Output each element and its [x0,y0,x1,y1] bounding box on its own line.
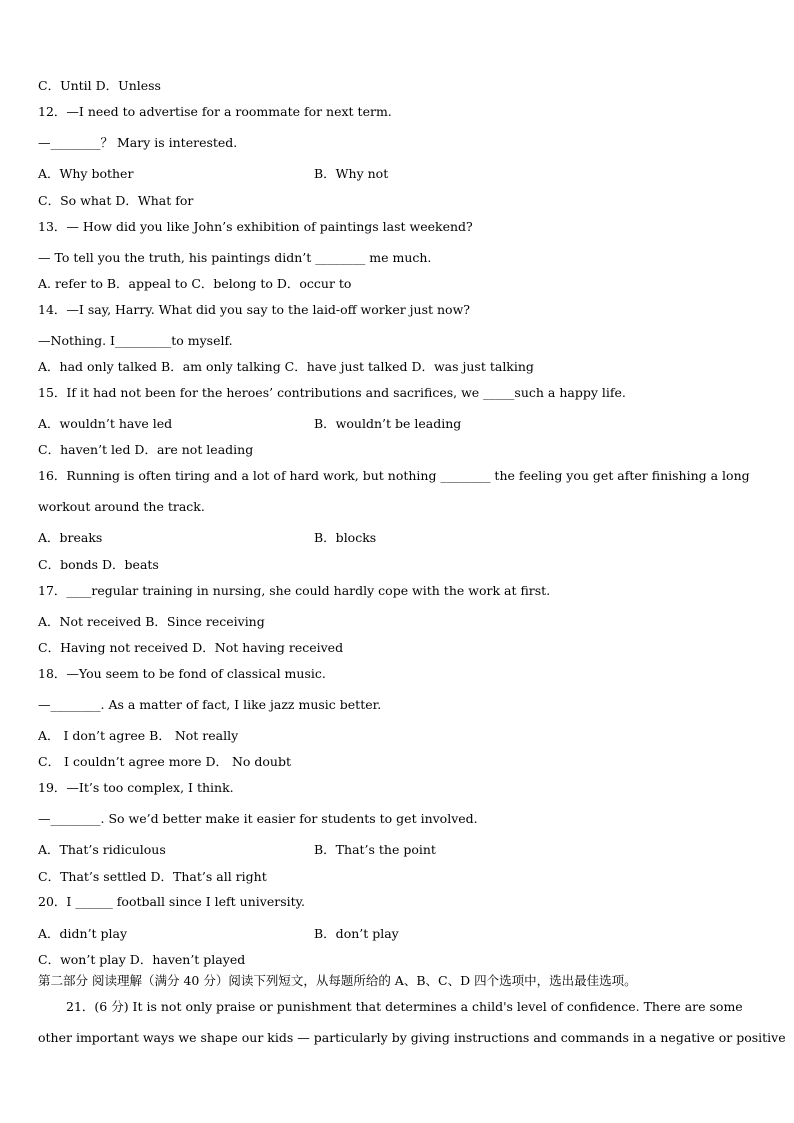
q14-options: A．had only talked B．am only talking C．have just talked D．was just talking [38,359,534,374]
q16-stem: 16．Running is often tiring and a lot of hard work, but nothing ________ the feeling you get after finishing a long [38,468,750,483]
q11-options-cd: C．Until D．Unless [38,78,161,93]
q18-reply: —________. As a matter of fact, I like jazz music better. [38,697,382,712]
q19-options-cd: C．That’s settled D．That’s all right [38,869,267,884]
q20-option-a: A．didn’t play [38,926,128,941]
q15-option-a: A．wouldn’t have led [38,416,173,431]
q20-options-cd: C．won’t play D．haven’t played [38,952,246,967]
q18-options-cd: C． I couldn’t agree more D． No doubt [38,754,292,769]
q18-options-ab: A． I don’t agree B． Not really [38,728,239,743]
q13-reply: — To tell you the truth, his paintings didn’t ________ me much. [38,250,432,265]
q19-stem: 19．—It’s too complex, I think. [38,780,234,795]
q17-stem: 17．____regular training in nursing, she could hardly cope with the work at first. [38,583,551,598]
q15-options-cd: C．haven’t led D．are not leading [38,442,254,457]
q12-option-a: A．Why bother [38,166,134,181]
q16-stem-cont: workout around the track. [38,499,205,514]
q19-option-b: B．That’s the point [314,842,436,857]
q19-reply: —________. So we’d better make it easier for students to get involved. [38,811,478,826]
q17-options-ab: A．Not received B．Since receiving [38,614,265,629]
q20-stem: 20．I ______ football since I left university. [38,894,306,909]
q12-options-cd: C．So what D．What for [38,193,194,208]
q18-stem: 18．—You seem to be fond of classical music. [38,666,326,681]
q13-stem: 13．— How did you like John’s exhibition of paintings last weekend? [38,219,473,234]
q12-option-b: B．Why not [314,166,389,181]
q17-options-cd: C．Having not received D．Not having received [38,640,344,655]
section-2-heading: 第二部分 阅读理解（满分 40 分）阅读下列短文，从每题所给的 A、B、C、D 四个选项中，选出最佳选项。 [38,973,637,988]
q15-stem: 15．If it had not been for the heroes’ contributions and sacrifices, we _____such a happy life. [38,385,626,400]
q14-stem: 14．—I say, Harry. What did you say to the laid-off worker just now? [38,302,470,317]
q15-option-b: B．wouldn’t be leading [314,416,462,431]
q14-reply: —Nothing. I_________to myself. [38,333,233,348]
q20-option-b: B．don’t play [314,926,399,941]
q13-options: A. refer to B．appeal to C．belong to D．occur to [38,276,352,291]
q16-options-cd: C．bonds D．beats [38,557,159,572]
q16-option-a: A．breaks [38,530,103,545]
q16-option-b: B．blocks [314,530,377,545]
q21-passage-line-2: other important ways we shape our kids — particularly by giving instructions and commands in a negative or positive [38,1030,786,1045]
q21-passage-line-1: 21．(6 分) It is not only praise or punishment that determines a child's level of confidence. There are some [66,999,743,1014]
q12-stem: 12．—I need to advertise for a roommate for next term. [38,104,392,119]
q12-reply: —________？ Mary is interested. [38,135,238,150]
q19-option-a: A．That’s ridiculous [38,842,166,857]
